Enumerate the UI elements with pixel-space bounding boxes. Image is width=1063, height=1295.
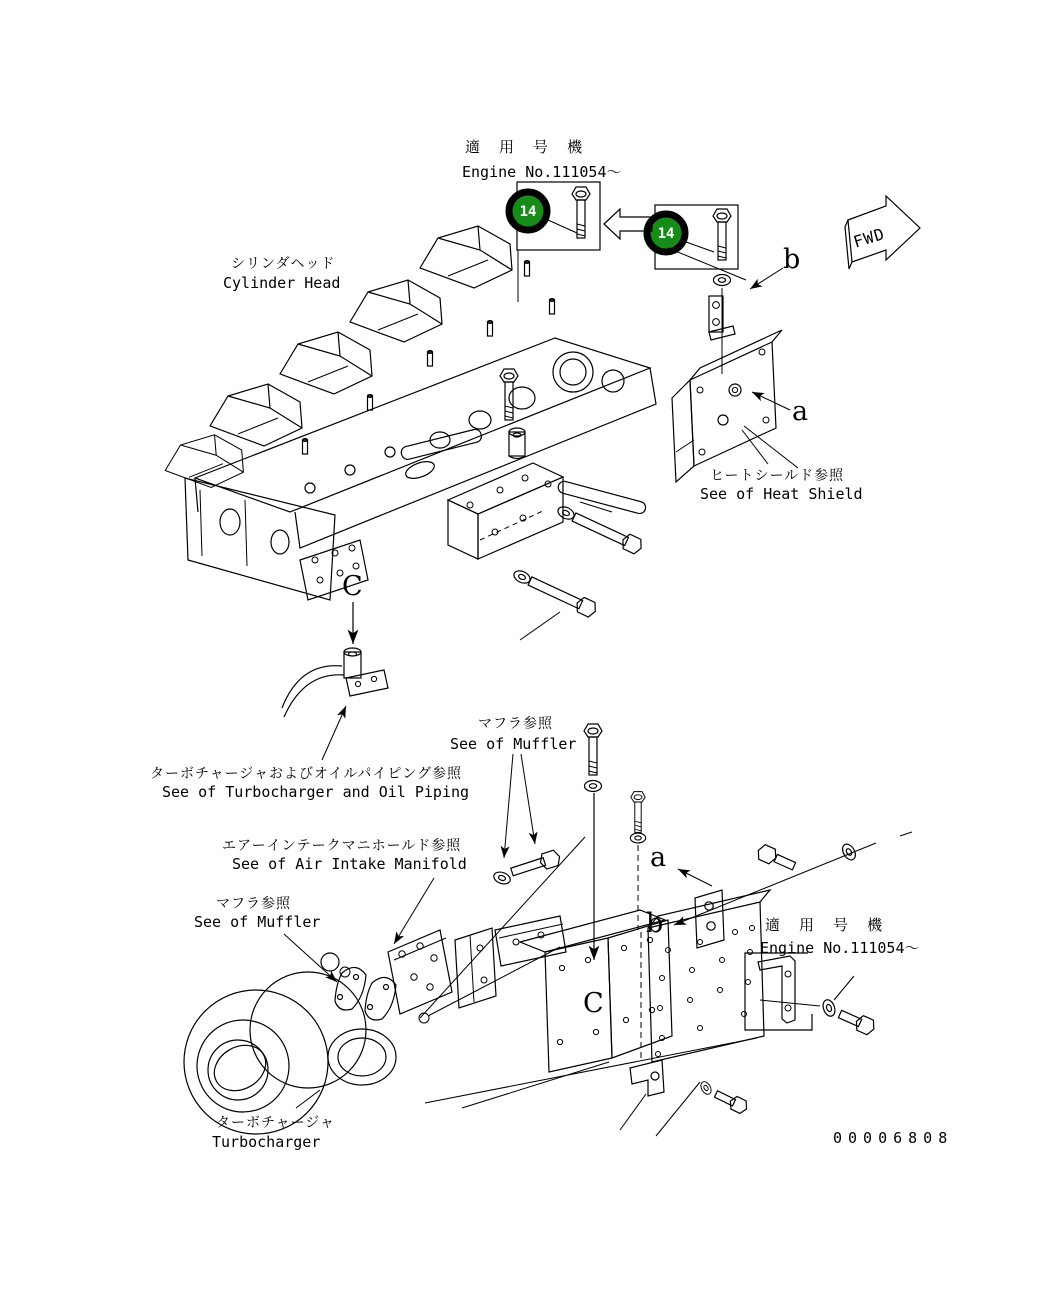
- callout-box-right: [647, 205, 738, 269]
- turbocharger-drawing: [184, 916, 566, 1134]
- muffler-center-jp: マフラ参照: [478, 716, 553, 732]
- cylinder-head-en: Cylinder Head: [223, 274, 341, 292]
- ref-letter-a-top: a: [792, 396, 809, 427]
- applicable-jp-top: 適 用 号 機: [465, 138, 588, 156]
- drawing-number: 00006808: [833, 1129, 954, 1147]
- applicable-engine-note-top: [462, 138, 622, 181]
- applicable-en-lower: Engine No.111054～: [760, 939, 920, 957]
- heat-shield-jp: ヒートシールド参照: [710, 468, 845, 484]
- ref-letter-b-top: b: [783, 244, 801, 275]
- ref-letter-a-low: a: [650, 842, 667, 873]
- badge-number: 14: [519, 204, 537, 220]
- bottom-fasteners: [492, 724, 646, 960]
- label-muffler-left: [194, 896, 337, 982]
- muffler-left-en: See of Muffler: [194, 913, 321, 931]
- part-callout-badge-14-left[interactable]: [509, 192, 547, 230]
- mid-c-callout: [282, 571, 388, 717]
- muffler-center-en: See of Muffler: [450, 735, 577, 753]
- bolt-icon: [572, 187, 590, 238]
- turbo-oil-piping-jp: ターボチャージャおよびオイルパイピング参照: [150, 766, 463, 782]
- label-turbocharger: [212, 1115, 335, 1151]
- applicable-en-top: Engine No.111054～: [462, 163, 622, 181]
- badge-number: 14: [657, 226, 675, 242]
- turbocharger-jp: ターボチャージャ: [216, 1115, 336, 1131]
- applicable-engine-note-lower: [760, 916, 920, 957]
- fwd-label: FWD: [851, 224, 888, 252]
- label-turbo-oil-piping: [150, 706, 469, 801]
- label-cylinder-head: [223, 256, 340, 292]
- reference-letters-top: [744, 244, 808, 468]
- part-callout-badge-14-right[interactable]: [647, 214, 685, 252]
- cylinder-head-jp: シリンダヘッド: [231, 256, 336, 272]
- ref-letter-c-mid: C: [342, 571, 363, 602]
- air-intake-jp: エアーインテークマニホールド参照: [222, 838, 462, 854]
- ref-letter-b-low: b: [646, 908, 664, 939]
- callout-box-left: [509, 182, 600, 302]
- turbocharger-en: Turbocharger: [212, 1133, 321, 1151]
- fwd-arrow-icon: [845, 196, 920, 269]
- spacer-plate-and-bolts: [448, 463, 644, 640]
- turbo-oil-piping-en: See of Turbocharger and Oil Piping: [162, 783, 470, 801]
- muffler-left-jp: マフラ参照: [216, 896, 291, 912]
- air-intake-en: See of Air Intake Manifold: [232, 855, 467, 873]
- heat-shield-drawing: [668, 248, 782, 482]
- bolt-icon: [713, 209, 731, 260]
- heat-shield-en: See of Heat Shield: [700, 485, 863, 503]
- label-heat-shield: [700, 468, 863, 503]
- ref-letter-c-low: C: [583, 988, 604, 1019]
- applicable-jp-lower: 適 用 号 機: [765, 916, 888, 934]
